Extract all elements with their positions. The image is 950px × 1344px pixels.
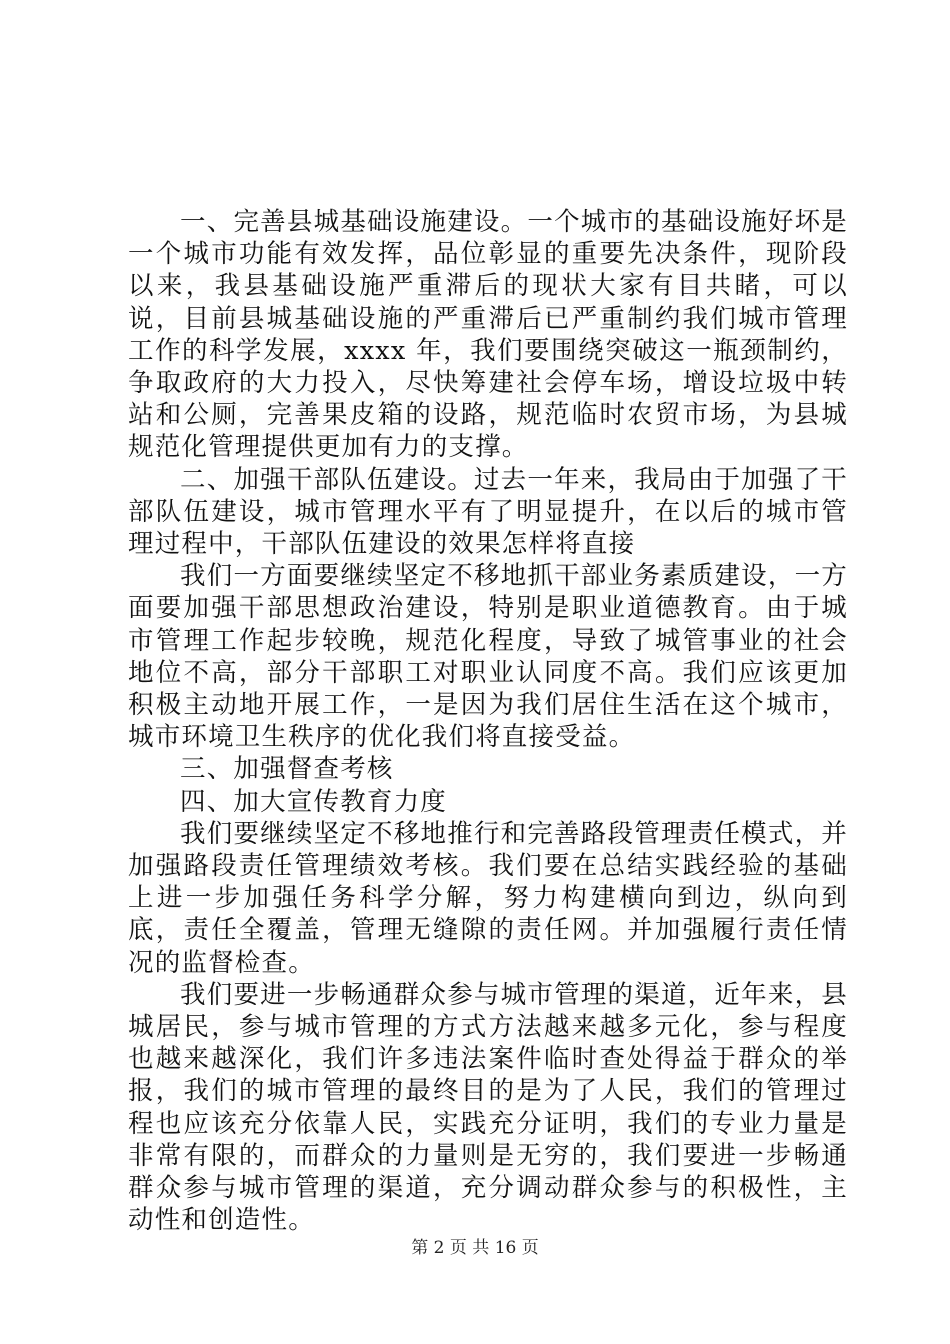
paragraph-cadre-team: 二、加强干部队伍建设。过去一年来，我局由于加强了干部队伍建设，城市管理水平有了明显提升，在以后的城市管理过程中，干部队伍建设的效果怎样将直接 — [128, 464, 848, 560]
page-footer: 第 2 页 共 16 页 — [411, 1238, 539, 1258]
paragraph-infrastructure: 一、完善县城基础设施建设。一个城市的基础设施好坏是一个城市功能有效发挥，品位彰显的重要先决条件，现阶段以来，我县基础设施严重滞后的现状大家有目共睹，可以说，目前县城基础设施的严重滞后已严重制约我们城市管理工作的科学发展，xxxx 年，我们要围绕突破这一瓶颈制约，争取政府的大力投入，尽快筹建社会停车场，增设垃圾中转站和公厕，完善果皮箱的设路，规范临时农贸市场，为县城规范化管理提供更加有力的支撑。 — [128, 207, 848, 463]
paragraph-road-responsibility: 我们要继续坚定不移地推行和完善路段管理责任模式，并加强路段责任管理绩效考核。我们要在总结实践经验的基础上进一步加强任务科学分解，努力构建横向到边，纵向到底，责任全覆盖，管理无缝隙的责任网。并加强履行责任情况的监督检查。 — [128, 818, 848, 978]
document-body — [128, 206, 848, 1237]
heading-supervision: 三、加强督查考核 — [180, 754, 394, 785]
paragraph-cadre-quality: 我们一方面要继续坚定不移地抓干部业务素质建设，一方面要加强干部思想政治建设，特别是职业道德教育。由于城市管理工作起步较晚，规范化程度，导致了城管事业的社会地位不高，部分干部职工对职业认同度不高。我们应该更加积极主动地开展工作，一是因为我们居住生活在这个城市，城市环境卫生秩序的优化我们将直接受益。 — [128, 561, 848, 753]
paragraph-public-participation: 我们要进一步畅通群众参与城市管理的渠道，近年来，县城居民，参与城市管理的方式方法越来越多元化，参与程度也越来越深化，我们许多违法案件临时查处得益于群众的举报，我们的城市管理的最终目的是为了人民，我们的管理过程也应该充分依靠人民，实践充分证明，我们的专业力量是非常有限的，而群众的力量则是无穷的，我们要进一步畅通群众参与城市管理的渠道，充分调动群众参与的积极性，主动性和创造性。 — [128, 979, 848, 1236]
heading-publicity: 四、加大宣传教育力度 — [180, 786, 448, 817]
